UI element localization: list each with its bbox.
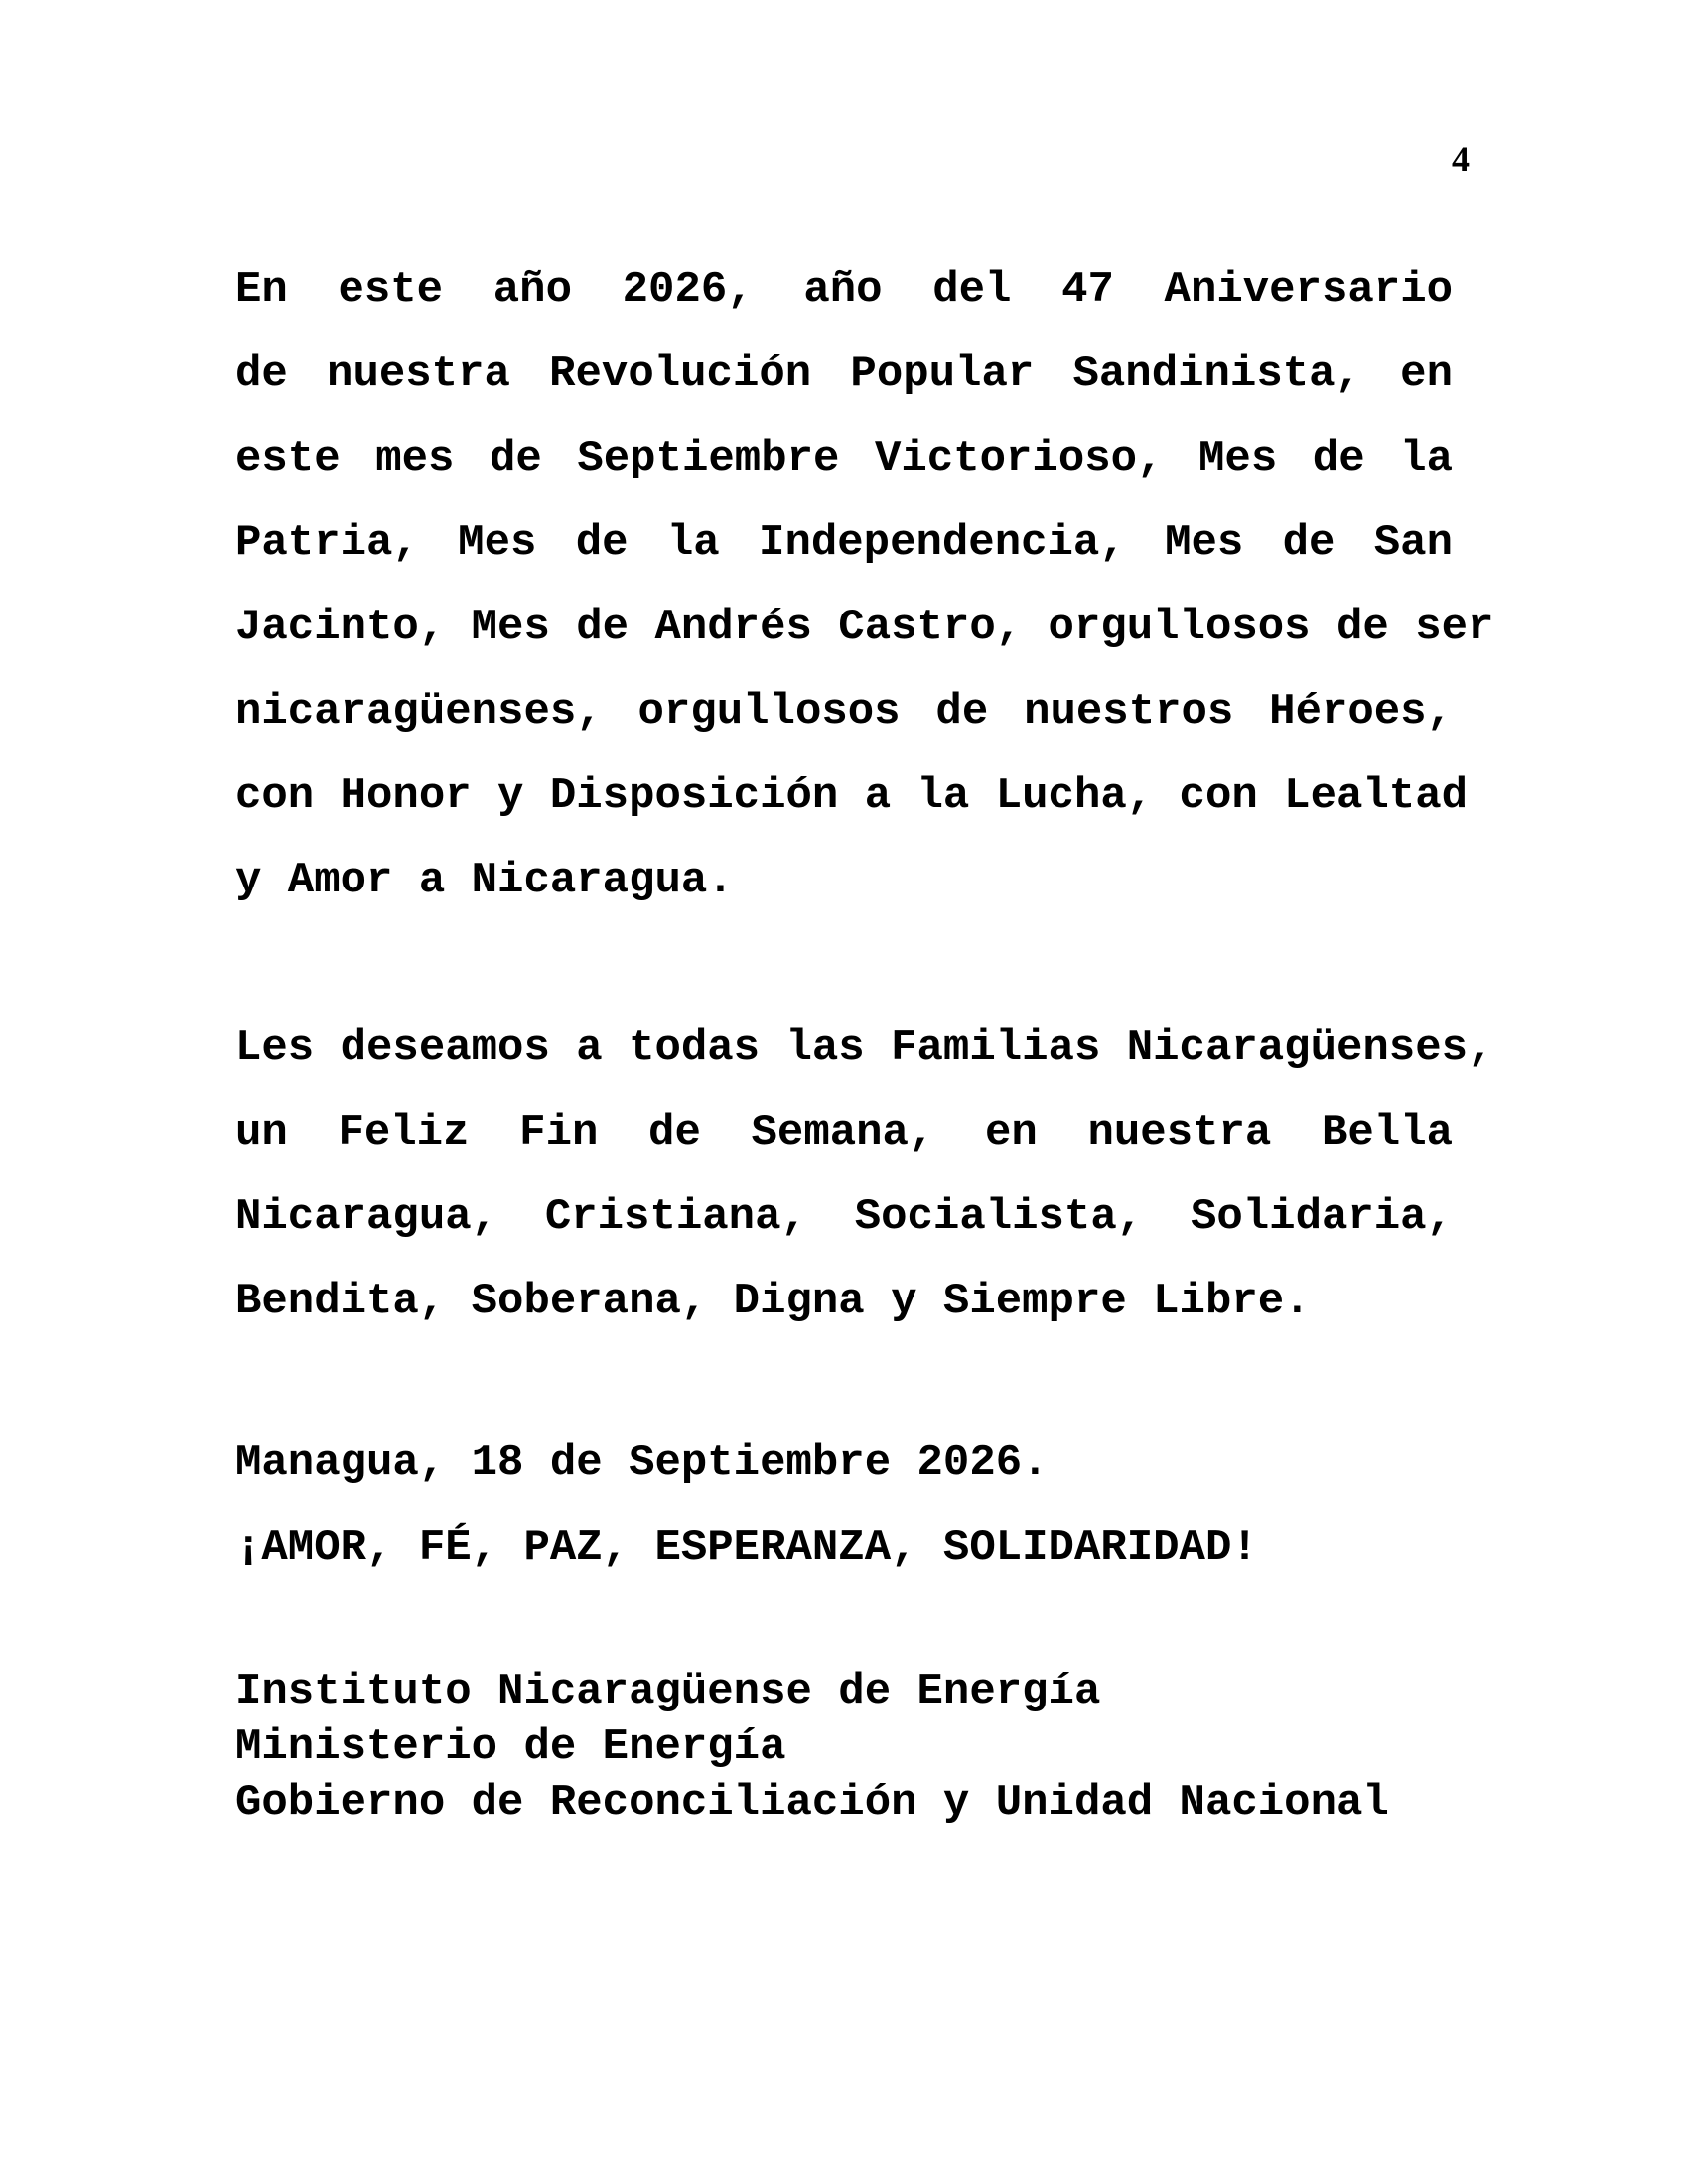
paragraph-line: Les deseamos a todas las Familias Nicaragüenses, bbox=[235, 1024, 1494, 1073]
paragraph-line: Bendita, Soberana, Digna y Siempre Libre. bbox=[235, 1277, 1311, 1326]
paragraph-line: nicaragüenses, orgullosos de nuestros Héroes, bbox=[235, 687, 1453, 737]
paragraph-line: un Feliz Fin de Semana, en nuestra Bella bbox=[235, 1108, 1453, 1158]
paragraph-line: y Amor a Nicaragua. bbox=[235, 856, 734, 905]
page-number: 4 bbox=[1452, 139, 1470, 179]
paragraph-anniversary bbox=[235, 248, 1494, 923]
signature-block bbox=[235, 1664, 1389, 1831]
motto: ¡AMOR, FÉ, PAZ, ESPERANZA, SOLIDARIDAD! bbox=[235, 1523, 1258, 1572]
paragraph-line: Patria, Mes de la Independencia, Mes de San bbox=[235, 518, 1453, 568]
paragraph-line: Nicaragua, Cristiana, Socialista, Solidaria, bbox=[235, 1192, 1453, 1242]
signature-ministry: Ministerio de Energía bbox=[235, 1722, 786, 1772]
signature-institute: Instituto Nicaragüense de Energía bbox=[235, 1667, 1101, 1716]
paragraph-line: de nuestra Revolución Popular Sandinista, en bbox=[235, 349, 1453, 399]
paragraph-line: En este año 2026, año del 47 Aniversario bbox=[235, 265, 1453, 315]
paragraph-greeting bbox=[235, 1007, 1494, 1344]
paragraph-line: Jacinto, Mes de Andrés Castro, orgullosos de ser bbox=[235, 603, 1494, 652]
closing-block bbox=[235, 1422, 1453, 1590]
date-line: Managua, 18 de Septiembre 2026. bbox=[235, 1438, 1049, 1488]
paragraph-line: este mes de Septiembre Victorioso, Mes de la bbox=[235, 434, 1453, 483]
paragraph-line: con Honor y Disposición a la Lucha, con Lealtad bbox=[235, 771, 1469, 821]
signature-government: Gobierno de Reconciliación y Unidad Nacional bbox=[235, 1778, 1389, 1828]
